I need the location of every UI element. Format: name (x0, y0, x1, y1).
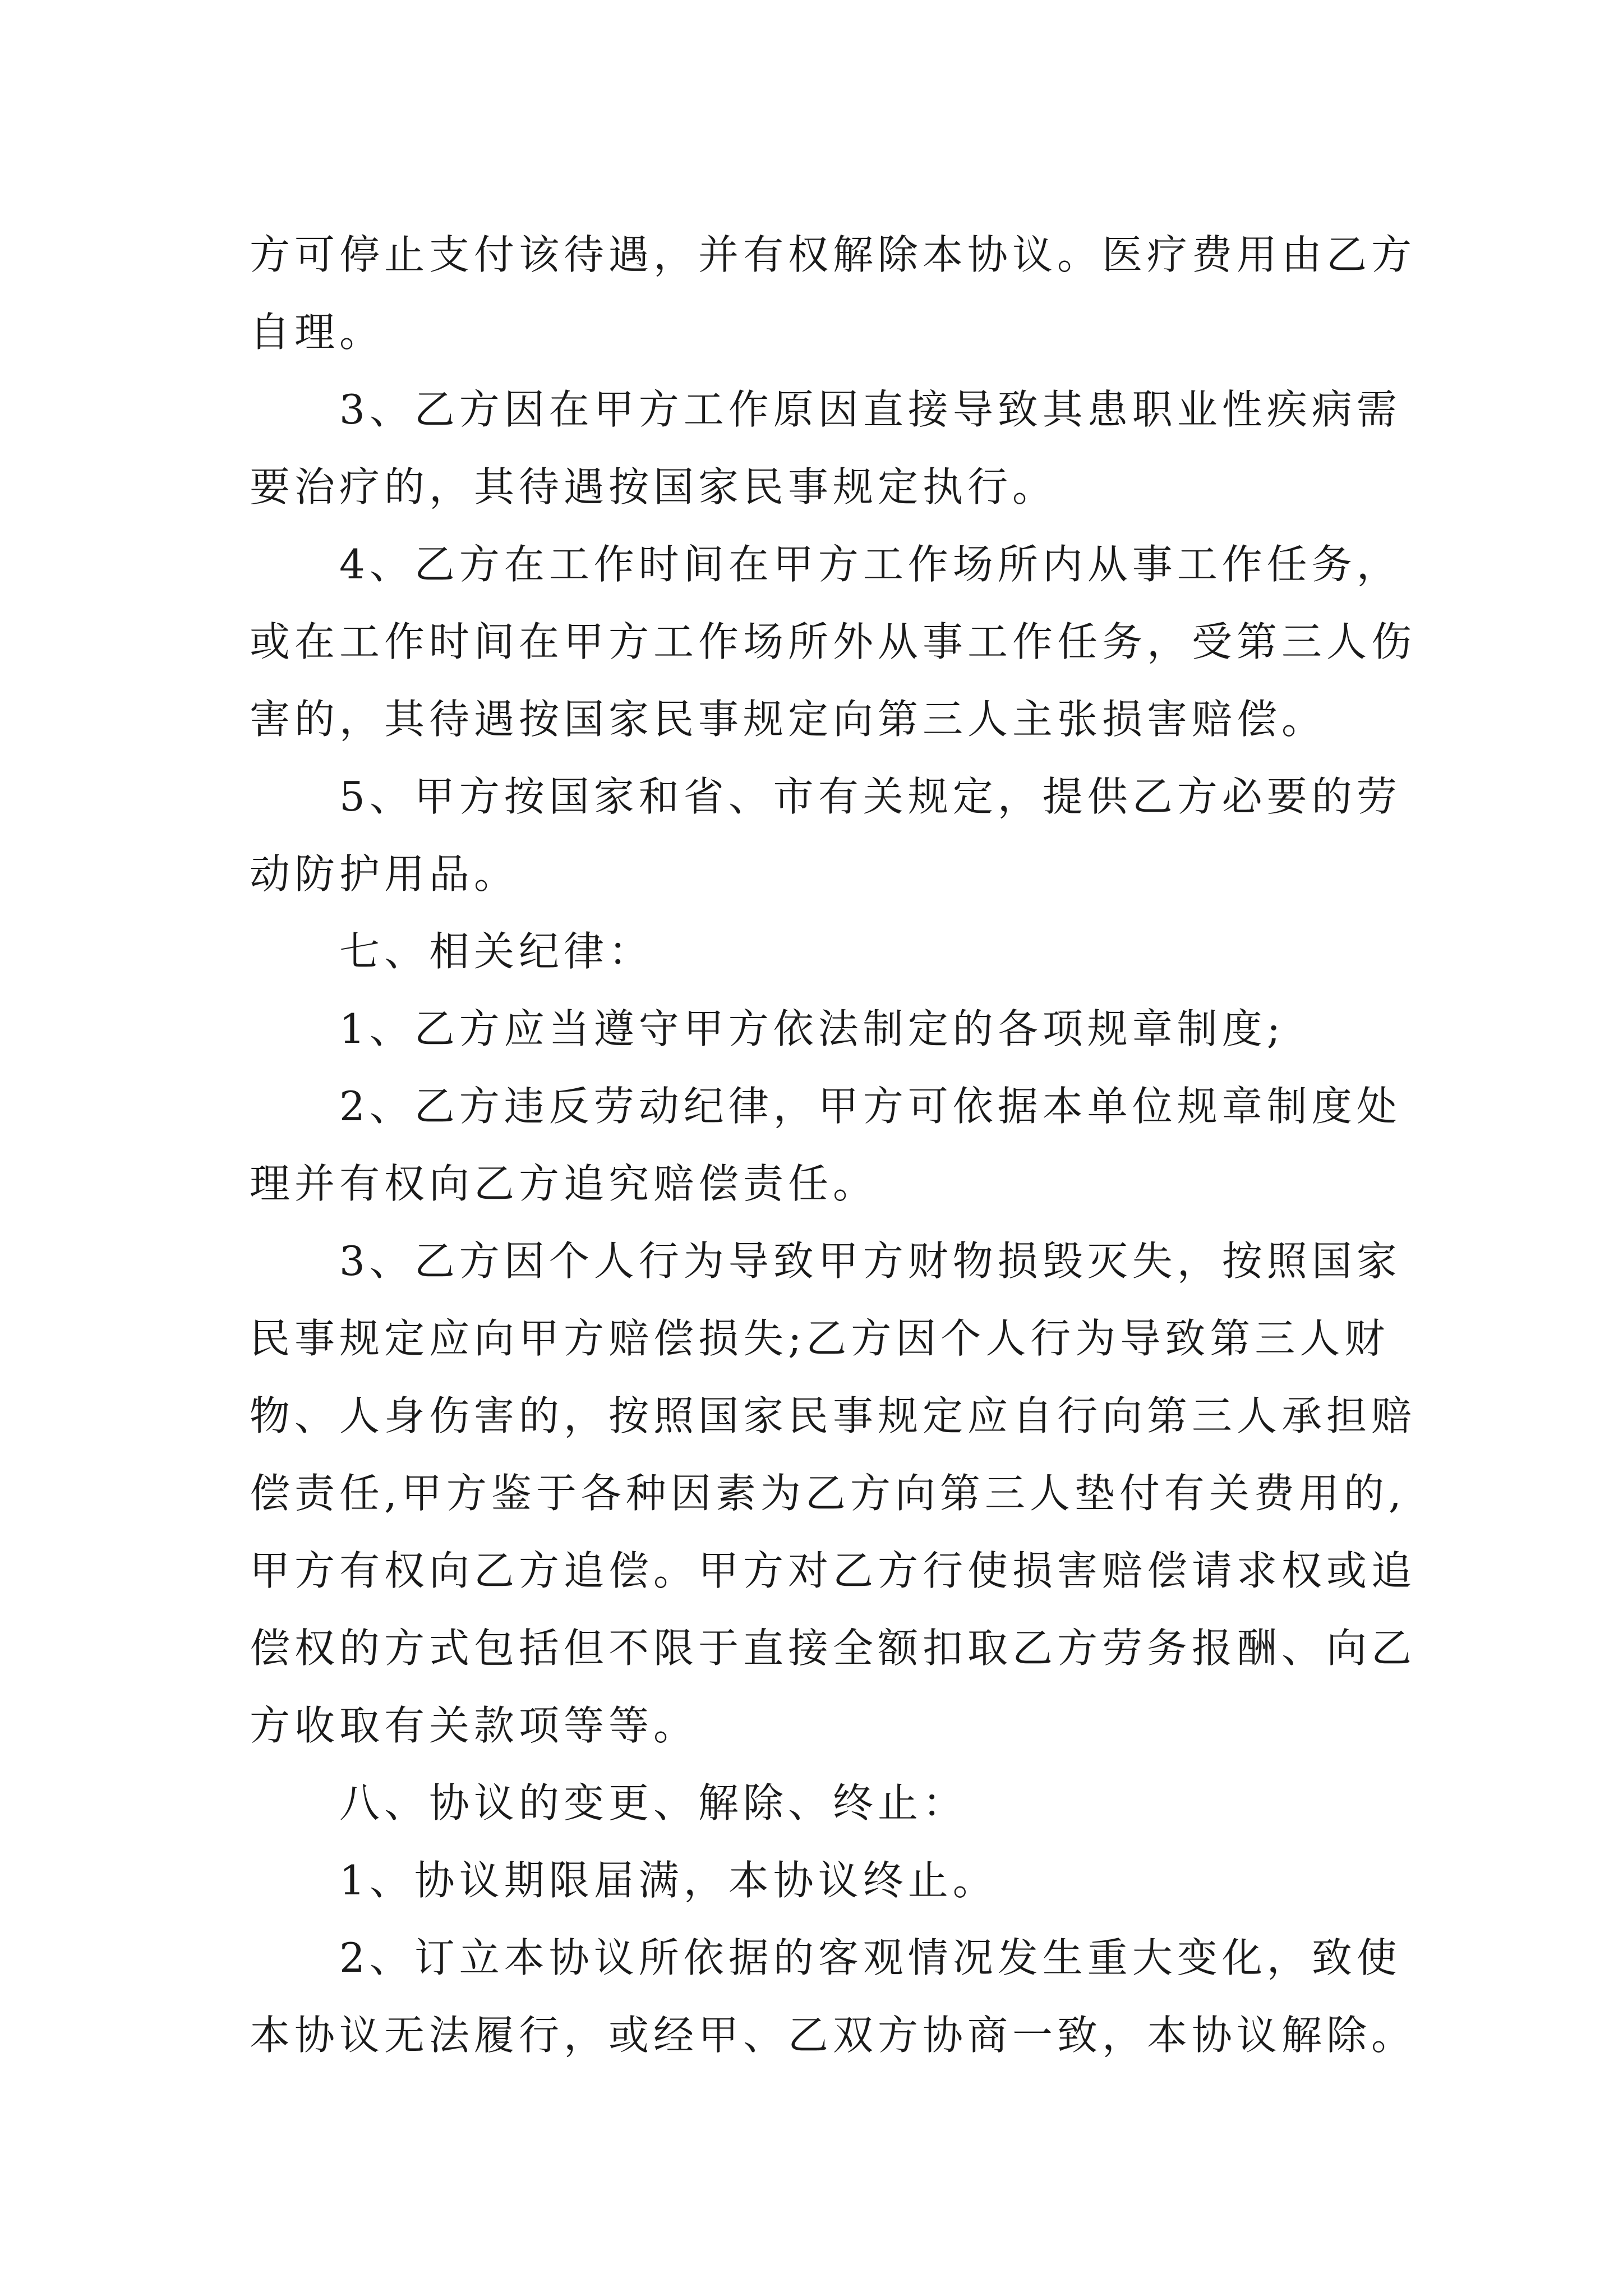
text-line: 或在工作时间在甲方工作场所外从事工作任务，受第三人伤 (250, 618, 1417, 665)
text-line: 3、乙方因在甲方工作原因直接导致其患职业性疾病需 (339, 386, 1401, 433)
section-heading: 八、协议的变更、解除、终止： (339, 1779, 968, 1826)
text-line: 动防护用品。 (250, 850, 519, 898)
text-line: 方收取有关款项等等。 (250, 1702, 699, 1749)
text-line: 4、乙方在工作时间在甲方工作场所内从事工作任务， (339, 541, 1401, 588)
document-body (250, 216, 1417, 2074)
text-line: 3、乙方因个人行为导致甲方财物损毁灭失，按照国家 (339, 1237, 1401, 1285)
text-line: 1、乙方应当遵守甲方依法制定的各项规章制度; (339, 1005, 1285, 1052)
text-line: 1、协议期限届满，本协议终止。 (339, 1857, 998, 1904)
text-line: 2、订立本协议所依据的客观情况发生重大变化，致使 (339, 1934, 1401, 1981)
text-line: 本协议无法履行，或经甲、乙双方协商一致，本协议解除。 (250, 2012, 1417, 2059)
text-line: 民事规定应向甲方赔偿损失;乙方因个人行为导致第三人财 (250, 1315, 1390, 1362)
section-heading: 七、相关纪律： (339, 928, 654, 975)
text-line: 方可停止支付该待遇，并有权解除本协议。医疗费用由乙方 (250, 231, 1417, 278)
text-line: 偿权的方式包括但不限于直接全额扣取乙方劳务报酬、向乙 (250, 1625, 1417, 1672)
text-line: 偿责任,甲方鉴于各种因素为乙方向第三人垫付有关费用的, (250, 1470, 1406, 1517)
text-line: 害的，其待遇按国家民事规定向第三人主张损害赔偿。 (250, 696, 1327, 743)
text-line: 5、甲方按国家和省、市有关规定，提供乙方必要的劳 (339, 773, 1401, 820)
text-line: 自理。 (250, 309, 385, 356)
text-line: 甲方有权向乙方追偿。甲方对乙方行使损害赔偿请求权或追 (250, 1547, 1417, 1594)
text-line: 理并有权向乙方追究赔偿责任。 (250, 1160, 878, 1207)
text-line: 2、乙方违反劳动纪律，甲方可依据本单位规章制度处 (339, 1083, 1401, 1130)
text-line: 物、人身伤害的，按照国家民事规定应自行向第三人承担赔 (250, 1392, 1417, 1439)
text-line: 要治疗的，其待遇按国家民事规定执行。 (250, 463, 1058, 510)
